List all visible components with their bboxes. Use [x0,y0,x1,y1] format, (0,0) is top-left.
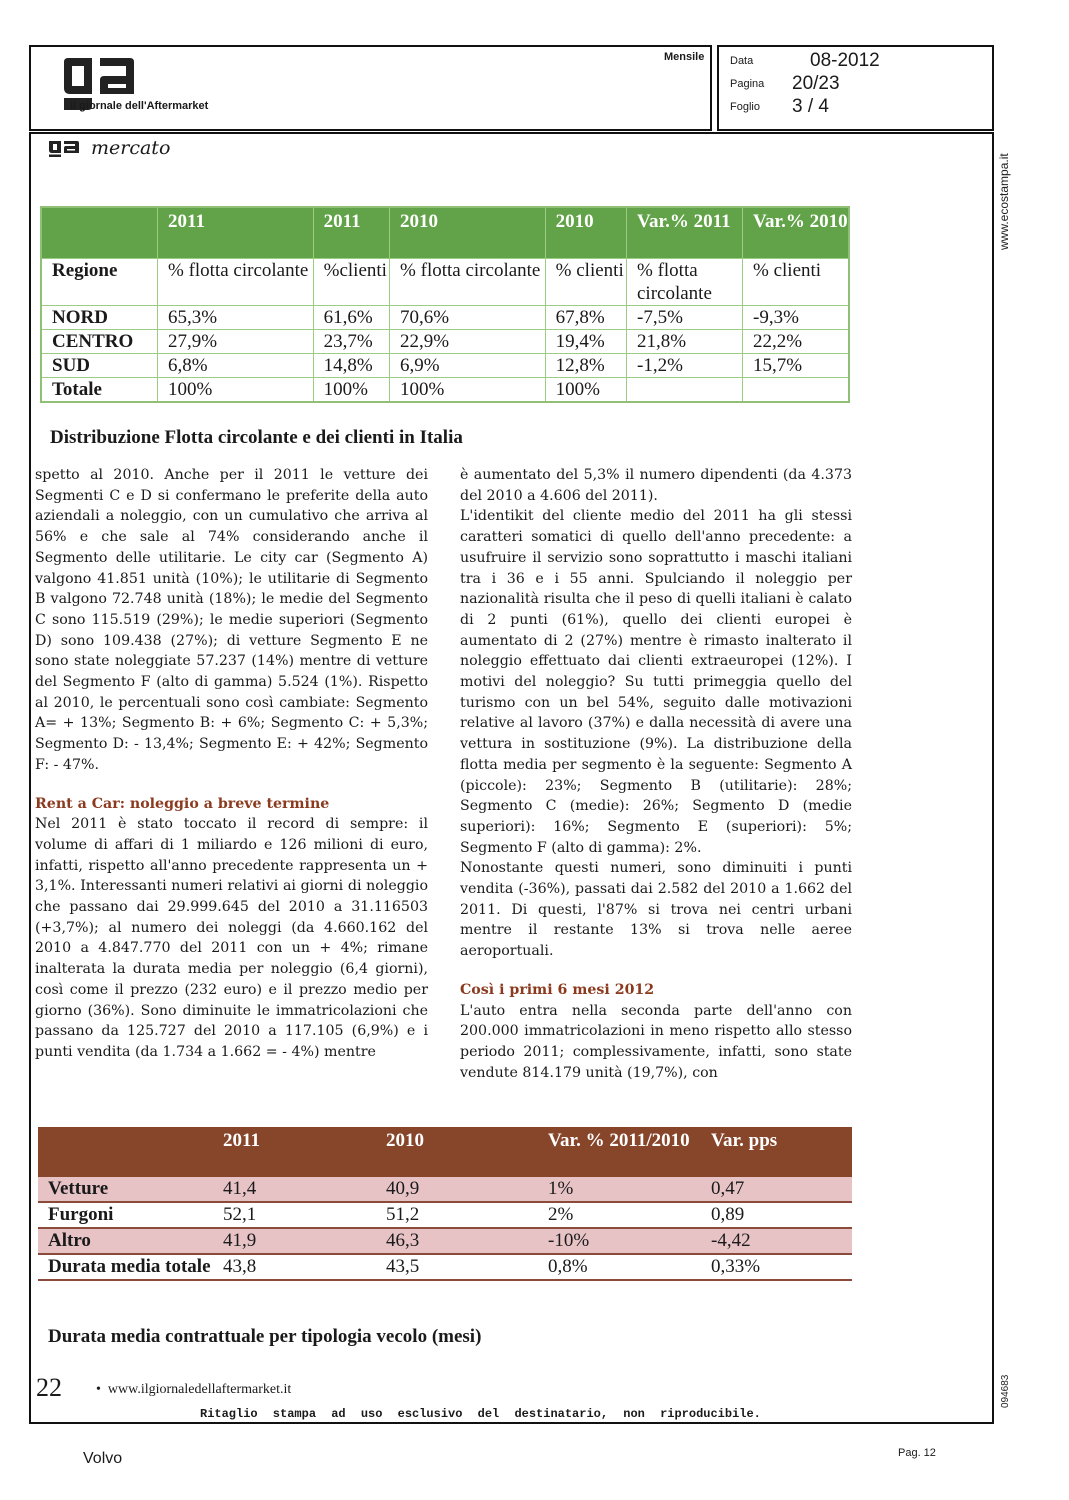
article-paragraph: è aumentato del 5,3% il numero dipendenti (da 4.373 del 2010 a 4.606 del 2011). [460,467,852,504]
table2-cell: Furgoni [38,1202,213,1228]
table1-subheader-cell: % flotta circolante [158,259,314,306]
footer-url [96,1382,291,1398]
table2-cell: 0,47 [701,1177,852,1202]
logo-subtitle: il giornale dell'Aftermarket [70,100,209,112]
table2-cell: 51,2 [376,1202,538,1228]
table1-cell: -9,3% [743,306,850,330]
table1-subheader-cell: % clienti [743,259,850,306]
client-name: Volvo [83,1450,123,1467]
table1-cell: CENTRO [41,330,158,354]
table1-cell: 12,8% [545,354,626,378]
article-paragraph: L'auto entra nella seconda parte dell'anno con 200.000 immatricolazioni in meno rispetto allo stesso periodo 2011; complessivamente, infatti, sono state vendute 814.179 unità (19,7%), con [460,1002,852,1081]
table2-cell: -10% [538,1228,701,1254]
table1-subheader-cell: % flotta circolante [390,259,546,306]
table2-header-cell: 2011 [213,1127,376,1177]
article-left-column [35,465,428,1063]
table1-cell: 70,6% [390,306,546,330]
table2-cell: 43,5 [376,1254,538,1280]
table1-header-cell: 2010 [545,207,626,259]
table-row [38,1228,852,1254]
meta-label-foglio: Foglio [730,101,760,113]
article-right-column [460,465,852,1083]
pag-number: Pag. 12 [898,1447,936,1459]
table1-cell: 100% [158,378,314,403]
table1-caption: Distribuzione Flotta circolante e dei clienti in Italia [50,427,463,448]
table-flotta [40,206,850,403]
table1-cell: 100% [390,378,546,403]
table1-subheader-cell: %clienti [313,259,389,306]
table1-cell: 65,3% [158,306,314,330]
table1-cell: 100% [313,378,389,403]
table1-cell: -1,2% [627,354,743,378]
table1-header-cell: 2010 [390,207,546,259]
table2-caption: Durata media contrattuale per tipologia vecolo (mesi) [48,1326,482,1347]
meta-value-data: 08-2012 [810,50,880,71]
section-ga-icon [48,138,80,158]
side-url [996,140,1012,250]
table1-header-cell [41,207,158,259]
table-row [38,1177,852,1202]
table-row [38,1202,852,1228]
table-durata [38,1127,852,1281]
page-number: 22 [36,1373,62,1402]
table2-cell: 40,9 [376,1177,538,1202]
table2-cell: 1% [538,1177,701,1202]
table2-cell: 43,8 [213,1254,376,1280]
table1-cell: 6,9% [390,354,546,378]
footer-url-text: www.ilgiornaledellaftermarket.it [107,1382,292,1397]
table2-cell: Altro [38,1228,213,1254]
table2-header-cell: 2010 [376,1127,538,1177]
table1-header-cell: Var.% 2011 [627,207,743,259]
table-row [41,378,849,403]
article-paragraph: spetto al 2010. Anche per il 2011 le vetture dei Segmenti C e D si confermano le preferite della auto aziendali a noleggio, con un cumulativo che arriva al 56% e che sale al 74% considerando anche il Segmento delle utilitarie. Le city car (Segmento A) valgono 41.851 unità (10%); le utilitarie di Segmento B valgono 72.748 unità (18%); le medie del Segmento C sono 115.519 (29%); le medie superiori (Segmento D) sono 109.438 (27%); di vetture Segmento E ne sono state noleggiate 57.237 (14%) mentre di vetture del Segmento F (alto di gamma) 5.524 (1%). Rispetto al 2010, le percentuali sono così cambiate: Segmento A= + 13%; Segmento B: + 6%; Segmento C: + 5,3%; Segmento D: - 13,4%; Segmento E: + 42%; Segmento F: - 47%. [35,467,428,773]
periodicity: Mensile [664,51,705,63]
table1-subheader-cell: % clienti [545,259,626,306]
table2-cell: 0,8% [538,1254,701,1280]
table2-header-cell [38,1127,213,1177]
table1-cell: 100% [545,378,626,403]
bullet-icon: • [96,1382,108,1397]
table1-cell [743,378,850,403]
table1-cell: 22,2% [743,330,850,354]
table1-cell [627,378,743,403]
table1-cell: 6,8% [158,354,314,378]
table1-header-cell: 2011 [158,207,314,259]
article-paragraph: L'identikit del cliente medio del 2011 ha gli stessi caratteri somatici di quello dell'anno precedente: a usufruire il servizio sono soprattutto i maschi italiani tra i 36 e i 55 anni. Spulciando il noleggio per nazionalità risulta che il peso di quelli italiani è calato di 2 punti (61%), quello dei clienti europei è aumentato di 2 (27%) mentre è rimasto inalterato il noleggio effettuato dai clienti extraeuropei (12%). I motivi del noleggio? Su tutti primeggia quello del turismo con un bel 54%, seguito dalle motivazioni relative al lavoro (37%) e dalla necessità di avere una vettura in sostituzione (9%). La distribuzione della flotta media per segmento è la seguente: Segmento A (piccole): 23%; Segmento B (utilitarie): 28%; Segmento C (medie): 26%; Segmento D (medie superiori): 16%; Segmento E (superiori): 5%; Segmento F (alto di gamma): 2%. [460,508,852,856]
side-url-text: www.ecostampa.it [997,153,1011,250]
table2-cell: -4,42 [701,1228,852,1254]
table1-subheader-cell: % flotta circolante [627,259,743,306]
table1-header-cell: Var.% 2010 [743,207,850,259]
table1-cell: SUD [41,354,158,378]
section-name: mercato [91,137,171,159]
article-paragraph: Nel 2011 è stato toccato il record di sempre: il volume di affari di 1 miliardo e 126 milioni di euro, infatti, rispetto all'anno precedente rappresenta un + 3,1%. Interessanti numeri relativi ai giorni di noleggio che passano dai 29.999.645 del 2010 a 31.116503 (+3,7%); al numero dei noleggi (da 4.660.162 del 2010 a 4.847.770 del 2011 con un + 4%; rimane inalterata la durata media per noleggio (6,4 giorni), così come il prezzo (232 euro) e il prezzo medio per giorno (36%). Sono diminuite le immatricolazioni che passano da 125.727 del 2010 a 117.105 (6,9%) e i punti vendita (da 1.734 a 1.662 = - 4%) mentre [35,816,428,1060]
table2-header-cell: Var. % 2011/2010 [538,1127,701,1177]
meta-value-pagina: 20/23 [792,73,840,94]
table1-cell: 67,8% [545,306,626,330]
table1-cell: NORD [41,306,158,330]
meta-value-foglio: 3 / 4 [792,96,829,117]
meta-label-pagina: Pagina [730,78,765,90]
table1-cell: 22,9% [390,330,546,354]
table1-cell: 61,6% [313,306,389,330]
article-subhead: Così i primi 6 mesi 2012 [460,981,655,998]
table2-cell: 52,1 [213,1202,376,1228]
table2-cell: Vetture [38,1177,213,1202]
table2-cell: Durata media totale [38,1254,213,1280]
article-subhead: Rent a Car: noleggio a breve termine [35,795,330,812]
table1-cell: 19,4% [545,330,626,354]
article-paragraph: Nonostante questi numeri, sono diminuiti i punti vendita (-36%), passati dai 2.582 del 2010 a 1.662 del 2011. Di questi, l'87% si trova nei centri urbani mentre il restante 13% si trova nelle aeree aeroportuali. [460,860,852,960]
side-code-text: 094683 [1000,1374,1011,1408]
table2-header-cell: Var. pps [701,1127,852,1177]
table1-subheader-cell: Regione [41,259,158,306]
table2-cell: 2% [538,1202,701,1228]
table2-cell: 0,89 [701,1202,852,1228]
meta-label-data: Data [730,55,754,67]
table2-cell: 41,4 [213,1177,376,1202]
table-row [41,354,849,378]
table1-cell: 23,7% [313,330,389,354]
table-row [41,330,849,354]
table1-cell: 27,9% [158,330,314,354]
side-code [996,1360,1012,1410]
table-row [41,306,849,330]
table2-cell: 46,3 [376,1228,538,1254]
table1-cell: -7,5% [627,306,743,330]
table2-cell: 0,33% [701,1254,852,1280]
table2-cell: 41,9 [213,1228,376,1254]
table1-cell: 14,8% [313,354,389,378]
copyright-notice: Ritaglio stampa ad uso esclusivo del destinatario, non riproducibile. [200,1407,761,1421]
table1-cell: 15,7% [743,354,850,378]
table-row [38,1254,852,1280]
table1-cell: 21,8% [627,330,743,354]
table1-header-cell: 2011 [313,207,389,259]
table1-cell: Totale [41,378,158,403]
